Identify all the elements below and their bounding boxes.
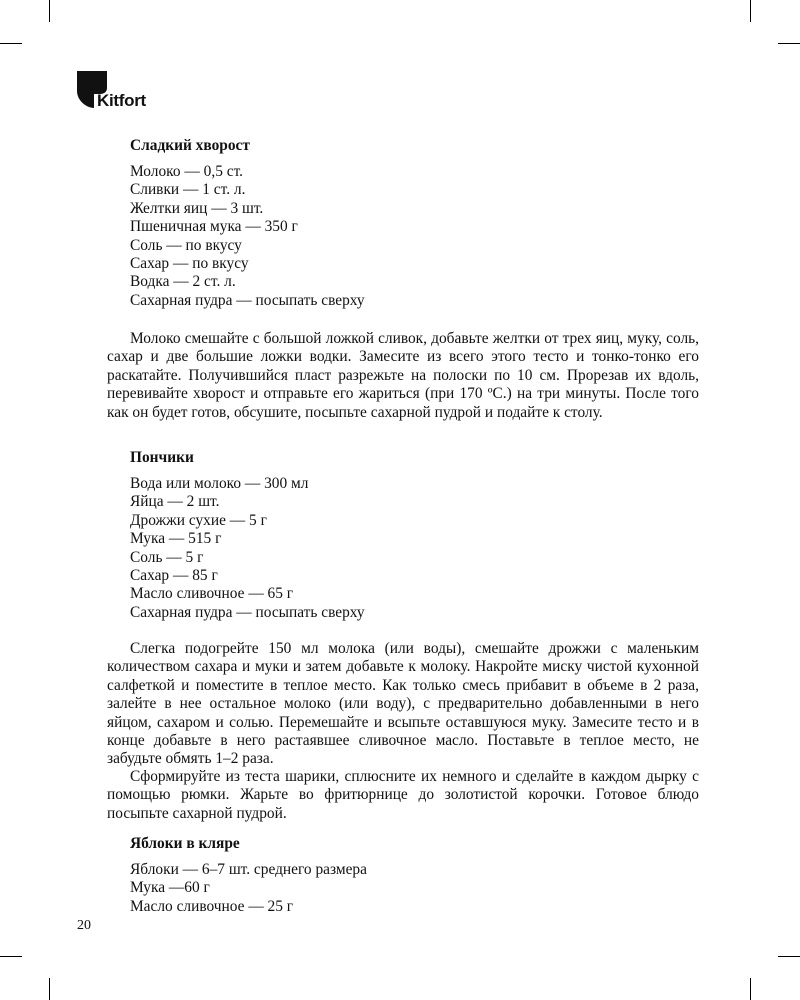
crop-mark <box>0 43 22 44</box>
brand-name: Kitfort <box>97 91 146 110</box>
ingredient-item: Сахар — 85 г <box>130 567 218 585</box>
crop-mark <box>778 956 800 957</box>
ingredient-list <box>130 475 365 622</box>
ingredient-item: Дрожжи сухие — 5 г <box>130 511 267 529</box>
ingredient-item: Вода или молоко — 300 мл <box>130 475 309 492</box>
crop-mark <box>750 978 751 1000</box>
ingredient-list <box>130 861 367 916</box>
ingredient-list <box>130 163 365 310</box>
crop-mark <box>0 956 22 957</box>
ingredient-item: Соль — по вкусу <box>130 236 242 254</box>
ingredient-item: Сахарная пудра — посыпать сверху <box>130 291 365 309</box>
crop-mark <box>778 43 800 44</box>
recipe-title: Пончики <box>130 449 194 466</box>
crop-mark <box>750 0 751 22</box>
ingredient-item: Мука — 515 г <box>130 530 222 548</box>
instruction-paragraph: Молоко смешайте с большой ложкой сливок, добавьте желтки от трех яиц, муку, соль, сахар и две большие ложки водки. Замесите из всего этого тесто и тонко-тонко его раскатайте. Получившийся пласт разрежьте на полоски по 10 см. Прорезав их вдоль, перевивайте хворост и отправьте его жариться (при 170 ºС.) на три минуты. После того как он будет готов, обсушите, посыпьте сахарной пудрой и подайте к столу. <box>107 330 699 421</box>
ingredient-item: Масло сливочное — 25 г <box>130 897 294 915</box>
page-number: 20 <box>77 918 91 933</box>
recipe-title: Сладкий хворост <box>130 137 250 154</box>
instruction-paragraph: Слегка подогрейте 150 мл молока (или воды), смешайте дрожжи с маленьким количеством сахара и муки и затем добавьте к молоку. Накройте миску чистой кухонной салфеткой и поместите в теплое место. Как только смесь прибавит в объеме в 2 раза, залейте в нее остальное молоко (или воду), с предварительно добавленными в него яйцом, сахаром и солью. Перемешайте и всыпьте оставшуюся муку. Замесите тесто и в конце добавьте в него растаявшее сливочное масло. Поставьте в теплое место, не забудьте обмять 1–2 раза. <box>107 640 699 768</box>
ingredient-item: Желтки яиц — 3 шт. <box>130 199 264 217</box>
recipe-title: Яблоки в кляре <box>130 835 240 852</box>
ingredient-item: Масло сливочное — 65 г <box>130 585 294 603</box>
crop-mark <box>49 0 50 22</box>
ingredient-item: Соль — 5 г <box>130 548 204 566</box>
ingredient-item: Сахарная пудра — посыпать сверху <box>130 603 365 621</box>
ingredient-item: Яблоки — 6–7 шт. среднего размера <box>130 861 367 878</box>
ingredient-item: Сливки — 1 ст. л. <box>130 181 246 199</box>
ingredient-item: Мука —60 г <box>130 879 210 897</box>
ingredient-item: Молоко — 0,5 ст. <box>130 163 243 180</box>
ingredient-item: Пшеничная мука — 350 г <box>130 218 298 236</box>
ingredient-item: Яйца — 2 шт. <box>130 493 220 511</box>
crop-mark <box>49 978 50 1000</box>
brand-logo <box>77 71 146 109</box>
ingredient-item: Водка — 2 ст. л. <box>130 273 236 291</box>
ingredient-item: Сахар — по вкусу <box>130 255 249 273</box>
instruction-paragraph: Сформируйте из теста шарики, сплюсните их немного и сделайте в каждом дырку с помощью рюмки. Жарьте во фритюрнице до золотистой корочки. Готовое блюдо посыпьте сахарной пудрой. <box>107 768 699 822</box>
